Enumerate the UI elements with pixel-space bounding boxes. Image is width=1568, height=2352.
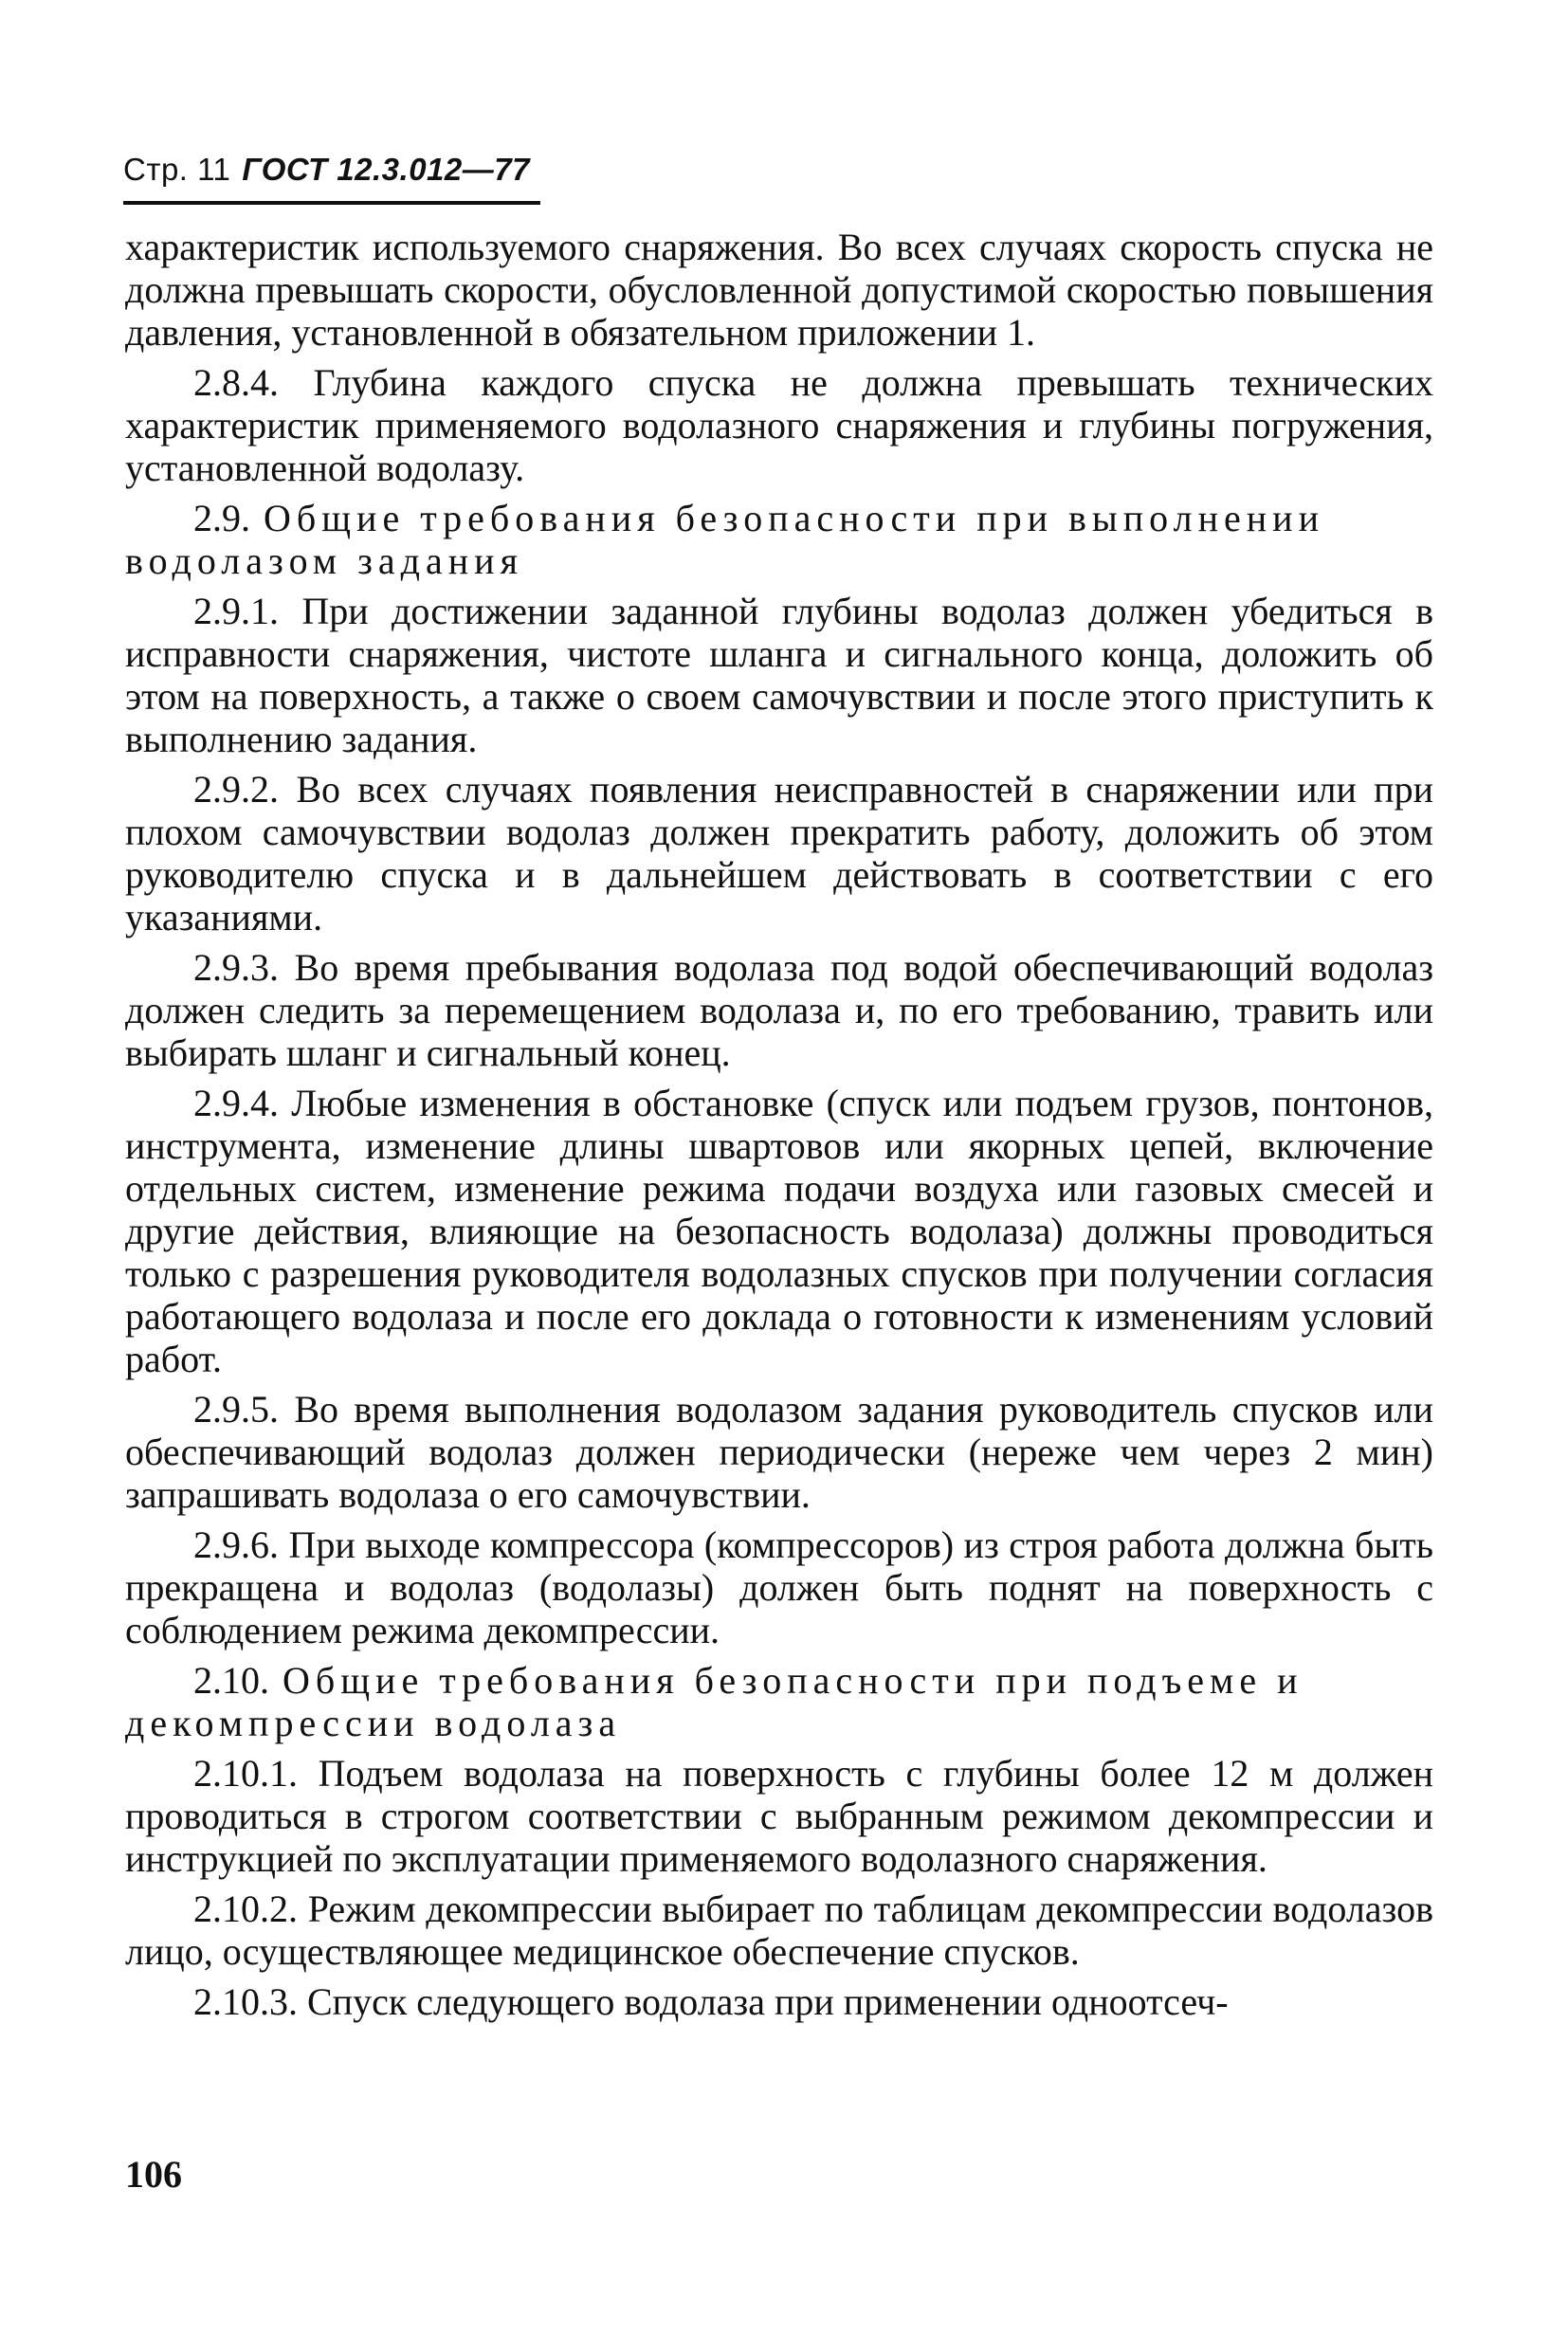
paragraph-2-8-4: 2.8.4. Глубина каждого спуска не должна превышать технических характеристик применяемого водолазного снаряжения и глубины погружения, установленной водолазу. — [125, 361, 1433, 489]
section-heading-2-9 — [125, 497, 1433, 582]
paragraph-2-9-2: 2.9.2. Во всех случаях появления неисправностей в снаряжении или при плохом самочувствии водолаз должен прекратить работу, доложить об этом руководителю спуска и в дальнейшем действовать в соответствии с его указаниями. — [125, 768, 1433, 939]
paragraph-2-9-1: 2.9.1. При достижении заданной глубины водолаз должен убедиться в исправности снаряжения, чистоте шланга и сигнального конца, доложить об этом на поверхность, а также о своем самочувствии и после этого приступить к выполнению задания. — [125, 590, 1433, 760]
section-number: 2.9. — [193, 497, 250, 539]
standard-number: ГОСТ 12.3.012—77 — [242, 152, 530, 187]
section-number: 2.10. — [193, 1659, 269, 1702]
paragraph-2-10-3: 2.10.3. Спуск следующего водолаза при применении одноотсеч- — [193, 1980, 1229, 2023]
paragraph-2-10-2: 2.10.2. Режим декомпрессии выбирает по таблицам декомпрессии водолазов лицо, осуществляющее медицинское обеспечение спусков. — [125, 1887, 1433, 1973]
paragraph-2-9-4: 2.9.4. Любые изменения в обстановке (спуск или подъем грузов, понтонов, инструмента, изменение длины швартовов или якорных цепей, включение отдельных систем, изменение режима подачи воздуха или газовых смесей и другие действия, влияющие на безопасность водолаза) должны проводиться только с разрешения руководителя водолазных спусков при получении согласия работающего водолаза и после его доклада о готовности к изменениям условий работ. — [125, 1082, 1433, 1380]
paragraph-2-10-1: 2.10.1. Подъем водолаза на поверхность с глубины более 12 м должен проводиться в строгом соответствии с выбранным режимом декомпрессии и инструкцией по эксплуатации применяемого водолазного снаряжения. — [125, 1752, 1433, 1880]
section-title: Общие требования безопасности при подъеме и декомпрессии водолаза — [125, 1659, 1304, 1744]
page-header — [123, 152, 530, 188]
page-number: 106 — [125, 2153, 182, 2196]
paragraph-continuation: характеристик используемого снаряжения. Во всех случаях скорость спуска не должна превышать скорости, обусловленной допустимой скоростью повышения давления, установленной в обязательном приложении 1. — [125, 226, 1433, 354]
paragraph-2-9-3: 2.9.3. Во время пребывания водолаза под водой обеспечивающий водолаз должен следить за перемещением водолаза и, по его требованию, травить или выбирать шланг и сигнальный конец. — [125, 946, 1433, 1074]
document-body — [125, 226, 1433, 2023]
paragraph-2-9-6: 2.9.6. При выходе компрессора (компрессоров) из строя работа должна быть прекращена и водолаз (водолазы) должен быть поднят на поверхность с соблюдением режима декомпрессии. — [125, 1523, 1433, 1651]
section-title: Общие требования безопасности при выполнении водолазом задания — [125, 497, 1324, 582]
paragraph-2-9-5: 2.9.5. Во время выполнения водолазом задания руководитель спусков или обеспечивающий водолаз должен периодически (нереже чем через 2 мин) запрашивать водолаза о его самочувствии. — [125, 1388, 1433, 1516]
section-heading-2-10 — [125, 1659, 1433, 1744]
header-divider — [123, 201, 540, 205]
page-label: Стр. 11 — [123, 152, 231, 187]
